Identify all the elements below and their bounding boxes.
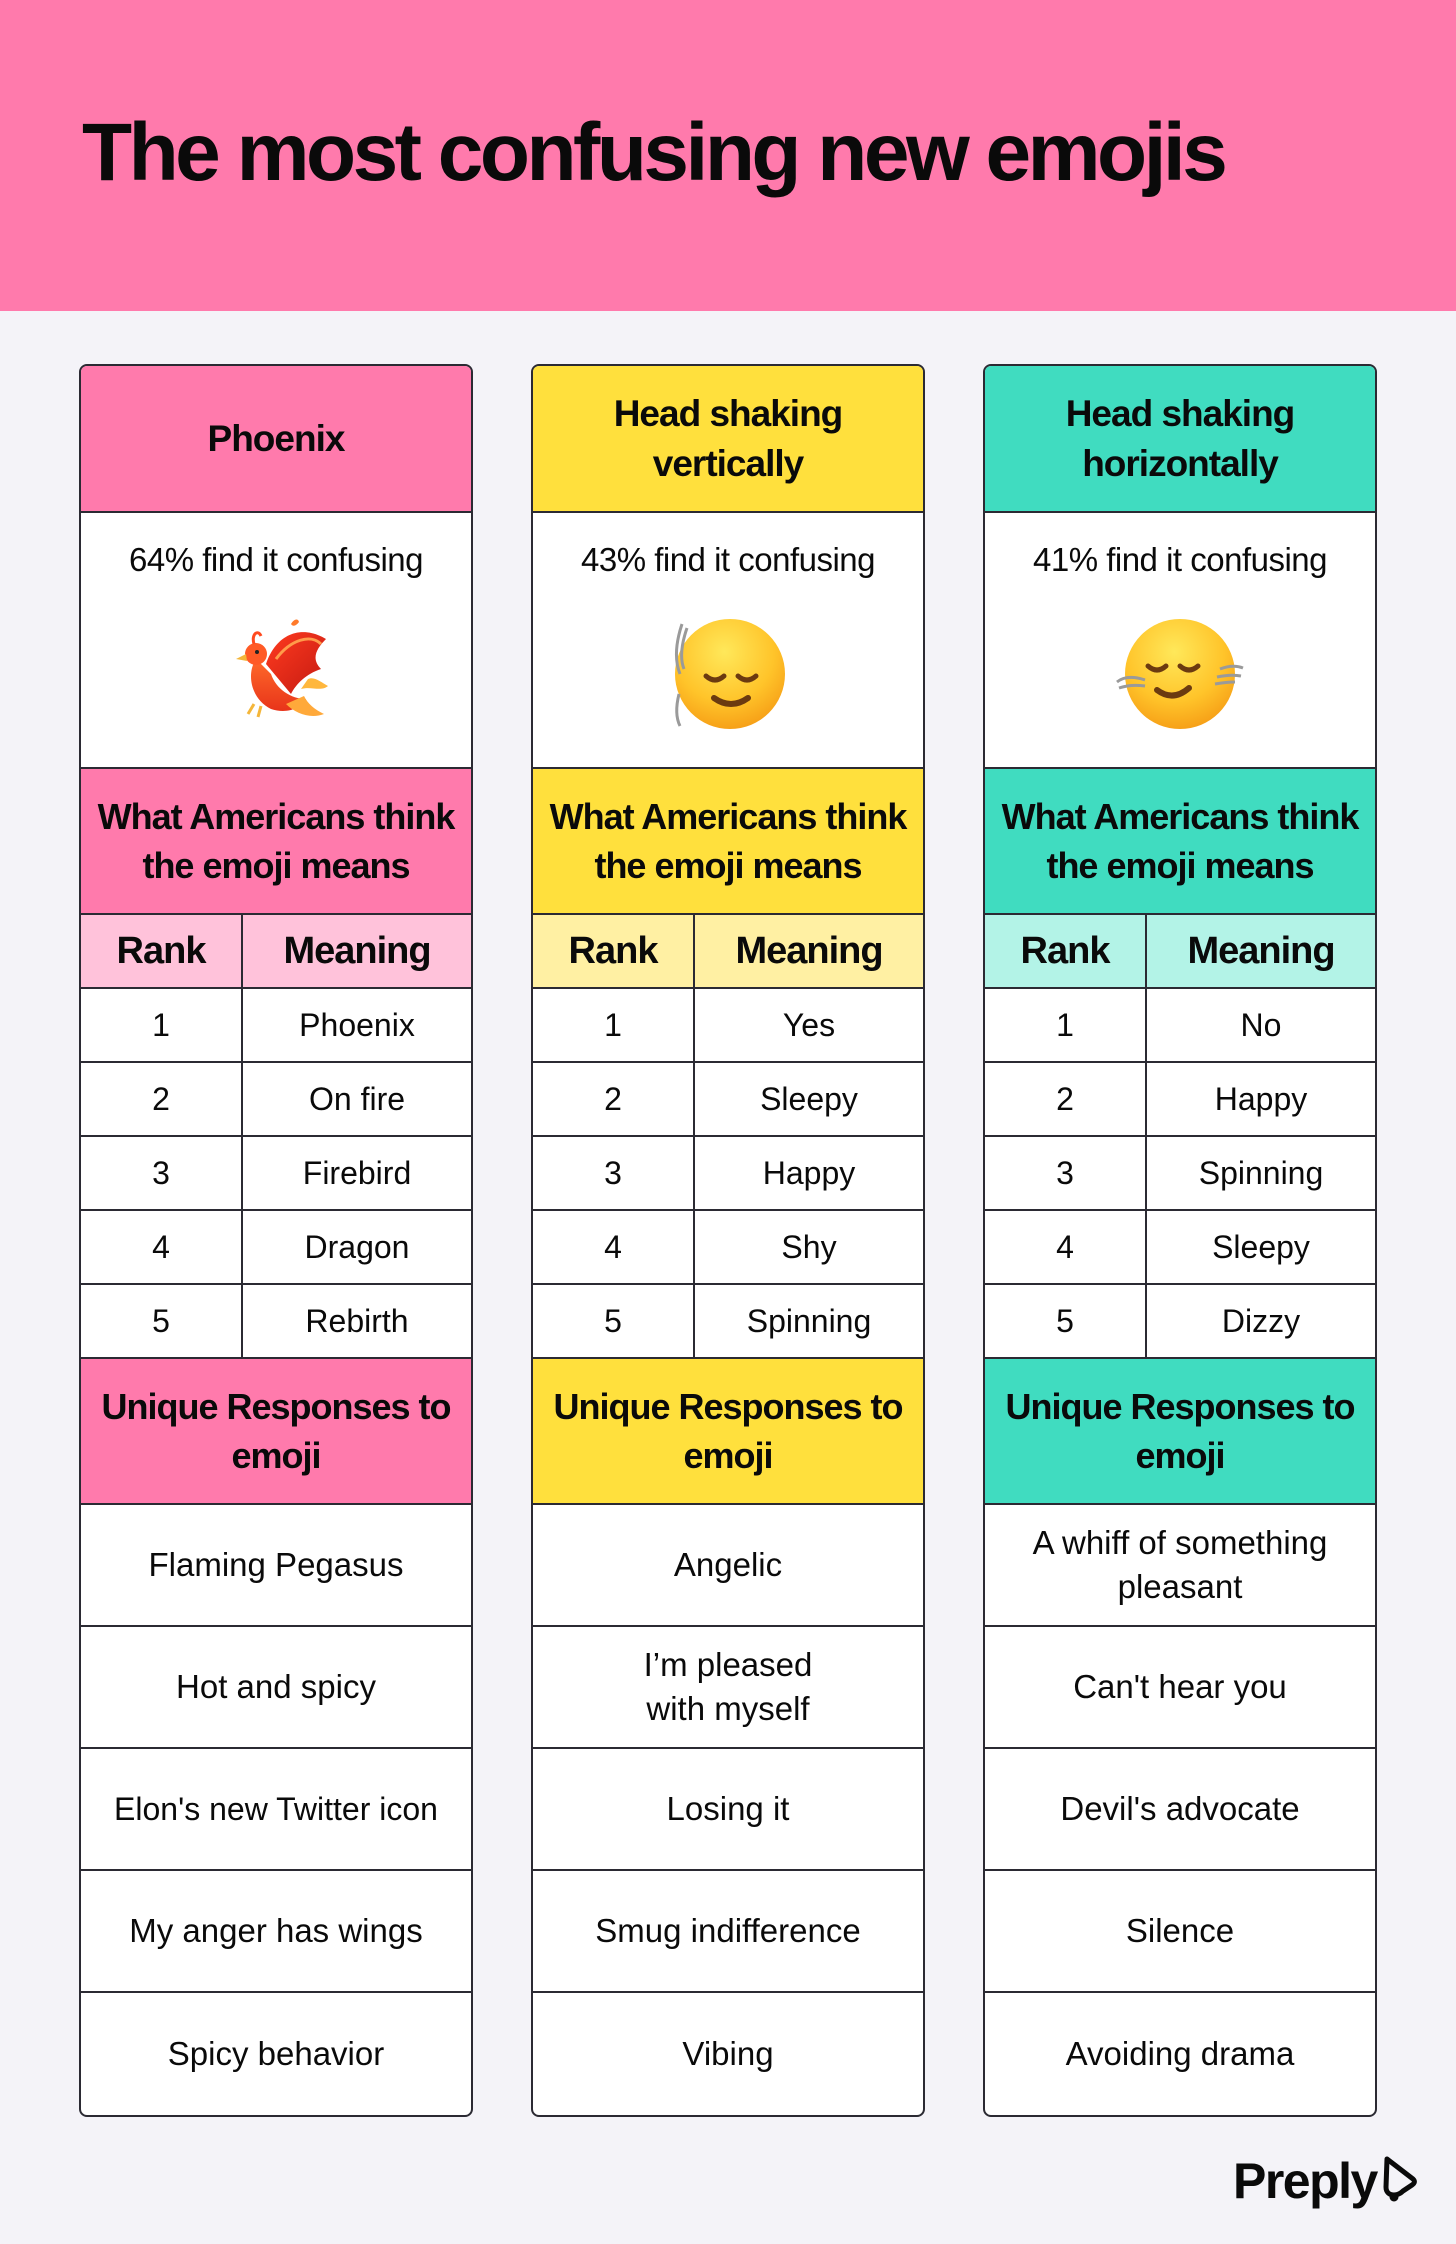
preply-logo-icon <box>1381 2155 1417 2207</box>
response-item: Smug indifference <box>533 1871 923 1993</box>
rank-cell: 2 <box>985 1063 1147 1135</box>
rank-cell: 3 <box>985 1137 1147 1209</box>
table-row <box>81 1285 471 1359</box>
table-row <box>533 1211 923 1285</box>
emoji-card-head-shaking-horizontally <box>983 364 1377 2117</box>
meaning-cell: Happy <box>1214 1080 1308 1117</box>
card-title: Head shaking horizontally <box>985 366 1375 513</box>
response-item: Flaming Pegasus <box>81 1505 471 1627</box>
meaning-cell: Spinning <box>746 1302 872 1339</box>
unique-responses-header: Unique Responses to emoji <box>533 1359 923 1505</box>
table-row <box>533 989 923 1063</box>
confusion-cell <box>533 513 923 769</box>
table-row <box>81 1211 471 1285</box>
rank-cell: 2 <box>533 1063 695 1135</box>
rank-cell: 3 <box>533 1137 695 1209</box>
table-row <box>81 1063 471 1137</box>
rank-cell: 3 <box>81 1137 243 1209</box>
rank-cell: 2 <box>81 1063 243 1135</box>
confusion-stat: 43% find it confusing <box>580 541 876 578</box>
card-title: Phoenix <box>81 366 471 513</box>
response-item: Avoiding drama <box>1065 2035 1295 2072</box>
meaning-cell: Phoenix <box>299 1006 415 1043</box>
response-item: My anger has wings <box>81 1871 471 1993</box>
table-row <box>533 1063 923 1137</box>
rank-column-header: Rank <box>985 915 1147 987</box>
table-row <box>985 1063 1375 1137</box>
table-row <box>985 1137 1375 1211</box>
table-row <box>985 1211 1375 1285</box>
confusion-stat: 64% find it confusing <box>128 541 424 578</box>
unique-responses-header: Unique Responses to emoji <box>985 1359 1375 1505</box>
response-item: Elon's new Twitter icon <box>81 1749 471 1871</box>
table-row <box>81 989 471 1063</box>
response-item: Angelic <box>533 1505 923 1627</box>
meaning-cell: Spinning <box>1198 1154 1324 1191</box>
card-title: Head shaking vertically <box>533 366 923 513</box>
confusion-cell <box>81 513 471 769</box>
meaning-section-header: What Americans think the emoji means <box>81 769 471 915</box>
rank-column-header: Rank <box>533 915 695 987</box>
rank-cell: 4 <box>533 1211 695 1283</box>
rank-cell: 5 <box>985 1285 1147 1357</box>
emoji-card-head-shaking-vertically <box>531 364 925 2117</box>
table-row <box>985 989 1375 1063</box>
response-item: Can't hear you <box>985 1627 1375 1749</box>
response-item: Spicy behavior <box>167 2035 385 2072</box>
meaning-cell: Shy <box>781 1228 837 1265</box>
meaning-column-header: Meaning <box>735 929 883 972</box>
rank-column-header: Rank <box>81 915 243 987</box>
meaning-cell: No <box>1240 1006 1282 1043</box>
unique-responses-header: Unique Responses to emoji <box>81 1359 471 1505</box>
table-header-row <box>81 915 471 989</box>
response-item: A whiff of something pleasant <box>985 1505 1375 1627</box>
meaning-column-header: Meaning <box>283 929 431 972</box>
table-header-row <box>533 915 923 989</box>
phoenix-emoji-icon <box>211 609 341 739</box>
meaning-cell: Happy <box>762 1154 856 1191</box>
response-item: Silence <box>985 1871 1375 1993</box>
meaning-cell: Firebird <box>302 1154 412 1191</box>
table-row <box>81 1137 471 1211</box>
response-item: Devil's advocate <box>985 1749 1375 1871</box>
meaning-cell: Sleepy <box>760 1080 858 1117</box>
rank-cell: 1 <box>985 989 1147 1061</box>
response-item: Vibing <box>682 2035 774 2072</box>
rank-cell: 1 <box>81 989 243 1061</box>
rank-cell: 1 <box>533 989 695 1061</box>
confusion-stat: 41% find it confusing <box>1032 541 1328 578</box>
meaning-cell: On fire <box>308 1080 406 1117</box>
header-banner <box>0 0 1456 311</box>
confusion-cell <box>985 513 1375 769</box>
emoji-card-phoenix <box>79 364 473 2117</box>
table-row <box>533 1285 923 1359</box>
response-item: Hot and spicy <box>81 1627 471 1749</box>
meaning-section-header: What Americans think the emoji means <box>985 769 1375 915</box>
head-shaking-vertically-emoji-icon <box>663 609 793 739</box>
rank-cell: 5 <box>81 1285 243 1357</box>
meaning-cell: Yes <box>782 1006 836 1043</box>
table-header-row <box>985 915 1375 989</box>
response-item: I’m pleased with myself <box>533 1627 923 1749</box>
meaning-cell: Dizzy <box>1221 1302 1301 1339</box>
meaning-cell: Rebirth <box>305 1302 409 1339</box>
table-row <box>985 1285 1375 1359</box>
logo-wordmark: Preply <box>1233 2153 1377 2209</box>
response-item: Losing it <box>533 1749 923 1871</box>
table-row <box>533 1137 923 1211</box>
meaning-column-header: Meaning <box>1187 929 1335 972</box>
meaning-section-header: What Americans think the emoji means <box>533 769 923 915</box>
rank-cell: 4 <box>81 1211 243 1283</box>
preply-logo <box>1233 2152 1417 2210</box>
meaning-cell: Dragon <box>304 1228 410 1265</box>
rank-cell: 5 <box>533 1285 695 1357</box>
meaning-cell: Sleepy <box>1212 1228 1310 1265</box>
head-shaking-horizontally-emoji-icon <box>1115 609 1245 739</box>
rank-cell: 4 <box>985 1211 1147 1283</box>
page-title: The most confusing new emojis <box>82 107 1225 198</box>
